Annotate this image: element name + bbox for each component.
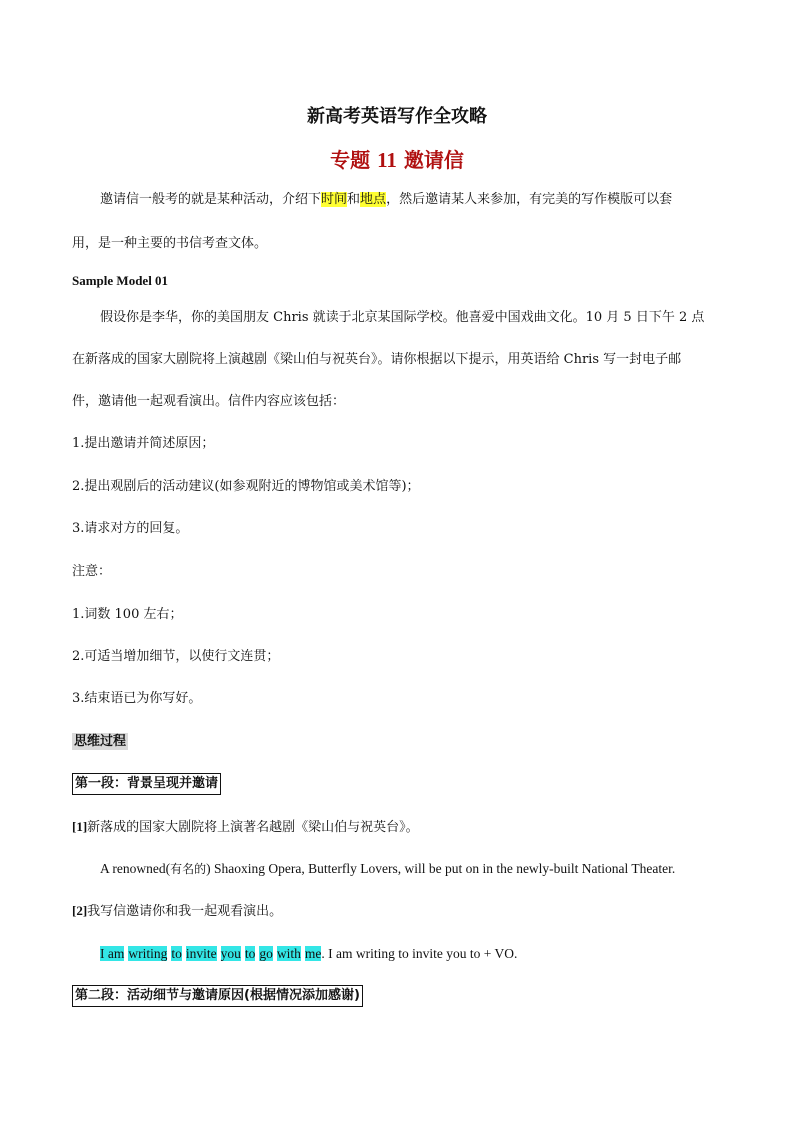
thinking-heading	[72, 732, 722, 752]
sentence-2-en	[100, 944, 750, 964]
intro-line-2: 用，是一种主要的书信考查文体。	[72, 236, 268, 251]
highlight-word: you	[220, 946, 241, 961]
note-item-3: 3.结束语已为你写好。	[72, 691, 202, 706]
topic-heading	[0, 144, 794, 173]
highlight-word: me	[304, 946, 322, 961]
prompt-line-1: 假设你是李华，你的美国朋友 Chris 就读于北京某国际学校。他喜爱中国戏曲文化。10 月 5 日下午 2 点	[100, 310, 705, 325]
sentence-text: 新落成的国家大剧院将上演著名越剧《梁山伯与祝英台》。	[87, 820, 419, 835]
prompt-line-2: 在新落成的国家大剧院将上演越剧《梁山伯与祝英台》。请你根据以下提示，用英语给 Chris 写一封电子邮	[72, 352, 682, 367]
intro-text: ，然后邀请某人来参加，有完美的写作模版可以套	[386, 192, 673, 207]
prompt-item-1: 1.提出邀请并简述原因；	[72, 436, 215, 451]
highlight-word: with	[276, 946, 301, 961]
highlight-word: go	[259, 946, 273, 961]
note-item-1: 1.词数 100 左右；	[72, 607, 183, 622]
sentence-2-cn	[72, 901, 722, 922]
highlight-place: 地点	[360, 192, 387, 207]
sentence-marker: [2]	[72, 903, 88, 918]
sentence-text: . I am writing to invite you to + VO.	[321, 946, 518, 961]
paragraph-2-heading: 第二段：活动细节与邀请原因(根据情况添加感谢)	[72, 985, 363, 1007]
topic-name: 邀请信	[403, 148, 464, 172]
sentence-text: 我写信邀请你和我一起观看演出。	[87, 904, 283, 919]
sentence-text: A renowned(	[100, 861, 171, 876]
sentence-marker: [1]	[72, 819, 88, 834]
highlight-word: to	[244, 946, 256, 961]
topic-prefix: 专题	[330, 148, 371, 172]
prompt-item-3: 3.请求对方的回复。	[72, 521, 189, 536]
sample-model-label: Sample Model 01	[72, 273, 169, 288]
note-item-2: 2.可适当增加细节，以使行文连贯；	[72, 649, 280, 664]
sentence-1-cn	[72, 817, 722, 838]
topic-number: 11	[377, 148, 397, 172]
intro-text: 和	[347, 192, 361, 207]
document-title: 新高考英语写作全攻略	[307, 106, 487, 127]
intro-text: 邀请信一般考的就是某种活动，介绍下	[100, 192, 322, 207]
prompt-item-2: 2.提出观剧后的活动建议(如参观附近的博物馆或美术馆等)；	[72, 479, 420, 494]
highlight-word: to	[171, 946, 182, 961]
sentence-1-en	[100, 859, 750, 879]
gloss-text: 有名的	[170, 862, 207, 876]
highlight-word: invite	[185, 946, 217, 961]
intro-line-1	[100, 190, 750, 210]
note-label: 注意：	[72, 564, 112, 579]
highlight-word: I am	[100, 946, 125, 961]
thinking-label: 思维过程	[74, 734, 127, 749]
sentence-text: ) Shaoxing Opera, Butterfly Lovers, will be put on in the newly-built National Theater.	[206, 861, 676, 876]
highlight-time: 时间	[321, 192, 348, 207]
prompt-line-3: 件，邀请他一起观看演出。信件内容应该包括：	[72, 394, 346, 409]
highlight-word: writing	[128, 946, 168, 961]
paragraph-1-heading: 第一段：背景呈现并邀请	[72, 773, 221, 795]
